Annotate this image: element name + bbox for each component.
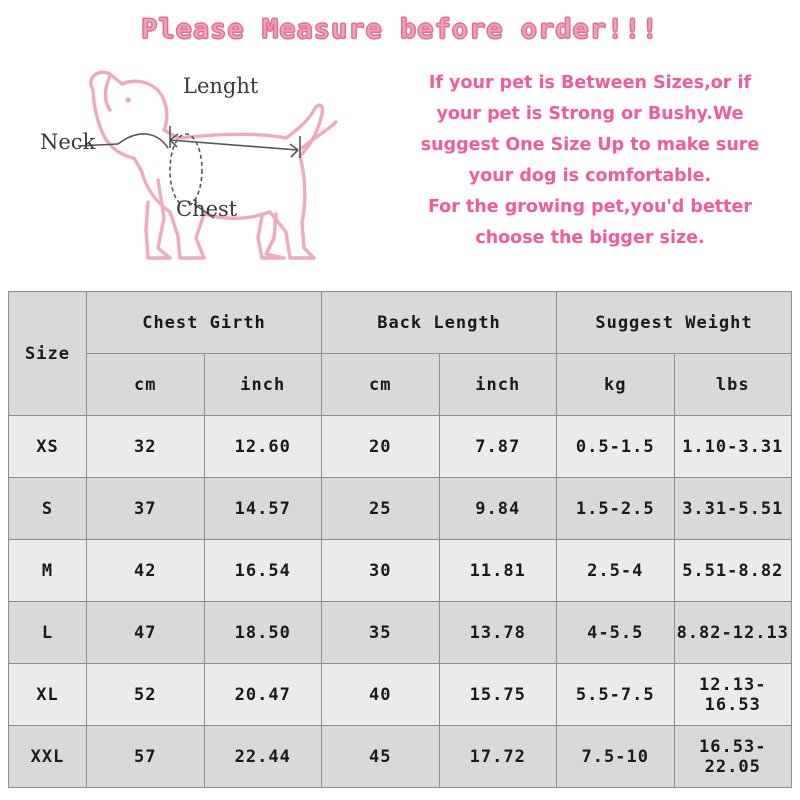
header-chest-cm: cm <box>87 354 205 416</box>
cell-back-inch: 13.78 <box>439 602 557 664</box>
cell-weight-lbs: 12.13-16.53 <box>674 664 792 726</box>
table-row <box>9 416 792 478</box>
cell-chest-inch: 20.47 <box>204 664 322 726</box>
cell-back-cm: 30 <box>322 540 440 602</box>
cell-chest-cm: 32 <box>87 416 205 478</box>
cell-chest-inch: 18.50 <box>204 602 322 664</box>
note-line-2: your pet is Strong or Bushy.We <box>436 104 744 124</box>
cell-weight-kg: 4-5.5 <box>557 602 675 664</box>
cell-back-cm: 45 <box>322 726 440 788</box>
header-chest-inch: inch <box>204 354 322 416</box>
dog-measurement-diagram <box>18 52 378 282</box>
table-row <box>9 664 792 726</box>
cell-back-cm: 20 <box>322 416 440 478</box>
cell-chest-cm: 47 <box>87 602 205 664</box>
cell-weight-lbs: 16.53-22.05 <box>674 726 792 788</box>
header-back-inch: inch <box>439 354 557 416</box>
page-title: Please Measure before order!!! <box>141 14 659 45</box>
sizing-note <box>390 68 790 254</box>
cell-weight-kg: 2.5-4 <box>557 540 675 602</box>
header-back-length: Back Length <box>322 292 557 354</box>
cell-back-cm: 40 <box>322 664 440 726</box>
label-neck: Neck <box>40 130 96 154</box>
size-table <box>8 291 792 788</box>
cell-chest-cm: 57 <box>87 726 205 788</box>
table-row <box>9 602 792 664</box>
cell-size: L <box>9 602 87 664</box>
cell-chest-inch: 22.44 <box>204 726 322 788</box>
cell-back-inch: 17.72 <box>439 726 557 788</box>
cell-weight-kg: 0.5-1.5 <box>557 416 675 478</box>
cell-chest-cm: 37 <box>87 478 205 540</box>
size-table-container <box>8 291 792 788</box>
table-head <box>9 292 792 416</box>
cell-size: XL <box>9 664 87 726</box>
note-line-5: For the growing pet,you'd better <box>427 197 753 217</box>
cell-back-cm: 35 <box>322 602 440 664</box>
cell-size: M <box>9 540 87 602</box>
cell-back-inch: 7.87 <box>439 416 557 478</box>
cell-chest-cm: 52 <box>87 664 205 726</box>
header-suggest-weight: Suggest Weight <box>557 292 792 354</box>
cell-weight-kg: 1.5-2.5 <box>557 478 675 540</box>
table-row <box>9 478 792 540</box>
header-size: Size <box>9 292 87 416</box>
cell-size: S <box>9 478 87 540</box>
table-group-header-row <box>9 292 792 354</box>
cell-weight-lbs: 5.51-8.82 <box>674 540 792 602</box>
cell-weight-lbs: 1.10-3.31 <box>674 416 792 478</box>
note-line-3: suggest One Size Up to make sure <box>420 135 760 155</box>
table-body <box>9 416 792 788</box>
cell-weight-lbs: 3.31-5.51 <box>674 478 792 540</box>
cell-size: XXL <box>9 726 87 788</box>
cell-size: XS <box>9 416 87 478</box>
table-row <box>9 726 792 788</box>
cell-chest-cm: 42 <box>87 540 205 602</box>
cell-chest-inch: 12.60 <box>204 416 322 478</box>
table-row <box>9 540 792 602</box>
cell-back-inch: 9.84 <box>439 478 557 540</box>
cell-weight-kg: 7.5-10 <box>557 726 675 788</box>
cell-weight-lbs: 8.82-12.13 <box>674 602 792 664</box>
header-back-cm: cm <box>322 354 440 416</box>
cell-chest-inch: 14.57 <box>204 478 322 540</box>
note-line-6: choose the bigger size. <box>475 228 705 248</box>
header-weight-lbs: lbs <box>674 354 792 416</box>
cell-weight-kg: 5.5-7.5 <box>557 664 675 726</box>
label-chest: Chest <box>176 197 238 221</box>
table-unit-header-row <box>9 354 792 416</box>
cell-chest-inch: 16.54 <box>204 540 322 602</box>
header-weight-kg: kg <box>557 354 675 416</box>
note-line-1: If your pet is Between Sizes,or if <box>428 73 752 93</box>
cell-back-inch: 15.75 <box>439 664 557 726</box>
header-chest-girth: Chest Girth <box>87 292 322 354</box>
cell-back-inch: 11.81 <box>439 540 557 602</box>
cell-back-cm: 25 <box>322 478 440 540</box>
label-length: Lenght <box>183 74 259 98</box>
note-line-4: your dog is comfortable. <box>468 166 712 186</box>
